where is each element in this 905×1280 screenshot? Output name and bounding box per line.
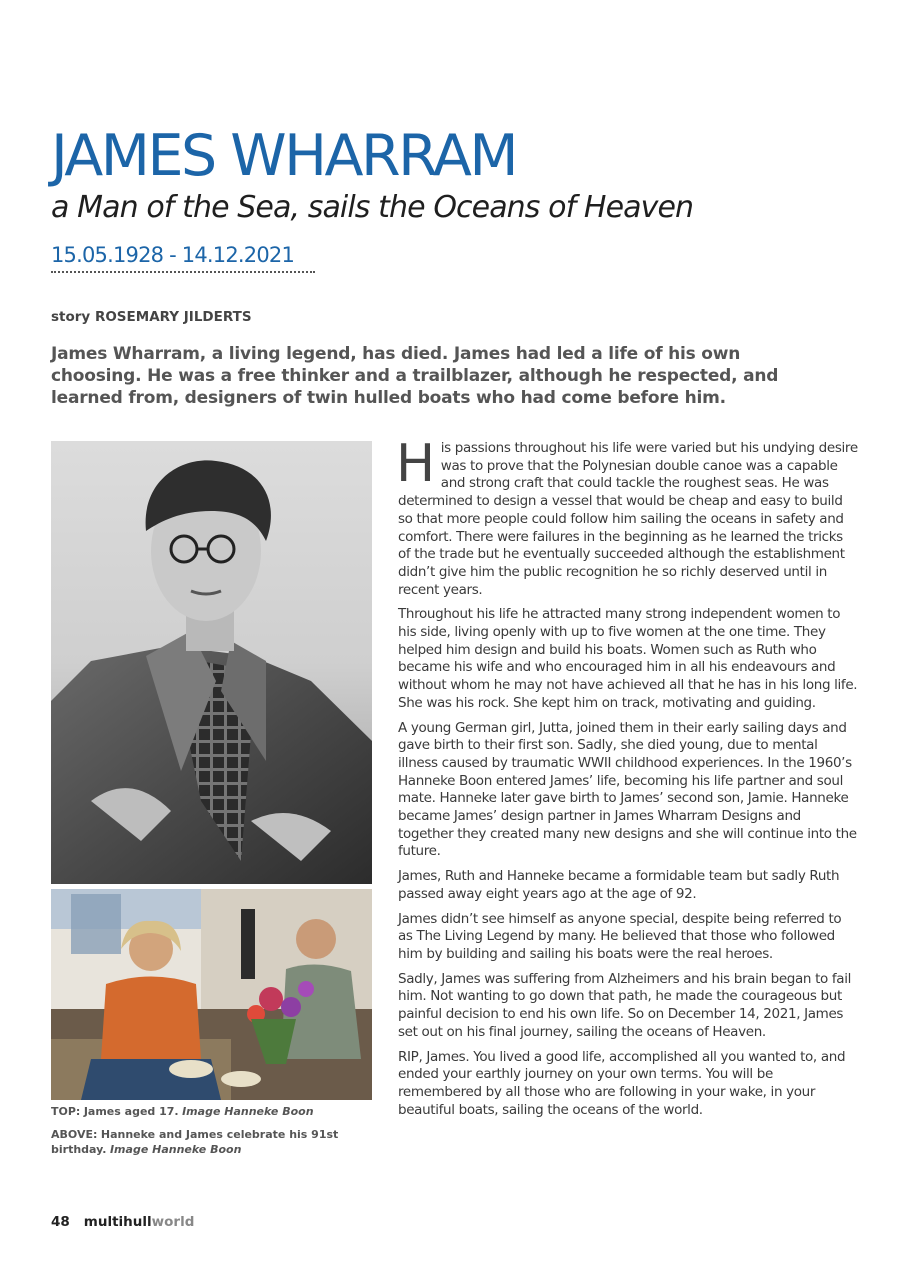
body-paragraph-6: Sadly, James was suffering from Alzheimers and his brain began to fail him. Not wanting to go down that path, he made the courageous but painful decision to end his own life. So on December 14, 2021, James set out on his final journey, sailing the oceans of Heaven. [398, 970, 851, 1040]
byline-author: ROSEMARY JILDERTS [94, 309, 252, 325]
page-number: 48 [51, 1214, 70, 1230]
article-title: JAMES WHARRAM [51, 123, 517, 189]
caption-above-label: ABOVE: [51, 1128, 98, 1141]
caption-top-credit: Image Hanneke Boon [182, 1105, 314, 1118]
life-dates: 15.05.1928 - 14.12.2021 [51, 240, 315, 273]
body-paragraph-2: Throughout his life he attracted many strong independent women to his side, living openly with up to five women at the one time. They helped him design and build his boats. Women such as Ruth who became his wife and who encouraged him in all his endeavours and without whom he may not have achieved all that he has in his long life. She was his rock. She kept him on track, motivating and guiding. [398, 606, 858, 711]
caption-above-credit: Image Hanneke Boon [109, 1143, 242, 1156]
caption-top-text: James aged 17. [83, 1105, 179, 1118]
caption-top-label: TOP: [51, 1105, 81, 1118]
byline-prefix: story [51, 309, 91, 325]
photo-91st-birthday [51, 889, 372, 1100]
byline [51, 309, 252, 325]
caption-above [51, 1127, 351, 1157]
page-footer [51, 1214, 194, 1230]
body-paragraph-5: James didn’t see himself as anyone special, despite being referred to as The Living Legend by many. He believed that those who followed him by building and sailing his boats were the real heroes. [398, 910, 842, 962]
body-paragraph-7: RIP, James. You lived a good life, accomplished all you wanted to, and ended your earthly journey on your own terms. You will be remembered by all those who are following in your wake, in your beautiful boats, sailing the oceans of the world. [398, 1048, 846, 1118]
standfirst: James Wharram, a living legend, has died. James had led a life of his own choosing. He was a free thinker and a trailblazer, although he respected, and learned from, designers of twin hulled boats who had come before him. [51, 344, 779, 408]
caption-above-text: Hanneke and James celebrate his 91st birthday. [51, 1128, 339, 1156]
paragraph-text: is passions throughout his life were varied but his undying desire was to prove that the Polynesian double canoe was a capable and strong craft that could tackle the roughest seas. He was determined to design a vessel that would be cheap and easy to build so that more people could follow him sailing the oceans in safety and comfort. There were failures in the beginning as he learned the tricks of the trade but he eventually succeeded although the establishment didn’t give him the public recognition he so richly deserved until in recent years. [398, 440, 858, 598]
body-paragraph-4: James, Ruth and Hanneke became a formidable team but sadly Ruth passed away eight years ago at the age of 92. [398, 868, 840, 902]
magazine-brand-light: world [151, 1214, 195, 1230]
drop-cap: H [396, 434, 435, 494]
caption-top [51, 1104, 351, 1119]
article-subtitle: a Man of the Sea, sails the Oceans of Heaven [51, 190, 694, 225]
body-paragraph-3: A young German girl, Jutta, joined them in their early sailing days and gave birth to their first son. Sadly, she died young, due to mental illness caused by traumatic WWII childhood experiences. In the 1960’s Hanneke Boon entered James’ life, becoming his life partner and soul mate. Hanneke later gave birth to James’ second son, Jamie. Hanneke became James’ design partner in James Wharram Designs and together they created many new designs and she will continue into the future. [398, 719, 857, 860]
photo-james-aged-17 [51, 441, 372, 884]
body-paragraph-1 [396, 434, 858, 599]
magazine-brand-bold: multihull [83, 1214, 152, 1230]
article-body [396, 434, 858, 1126]
